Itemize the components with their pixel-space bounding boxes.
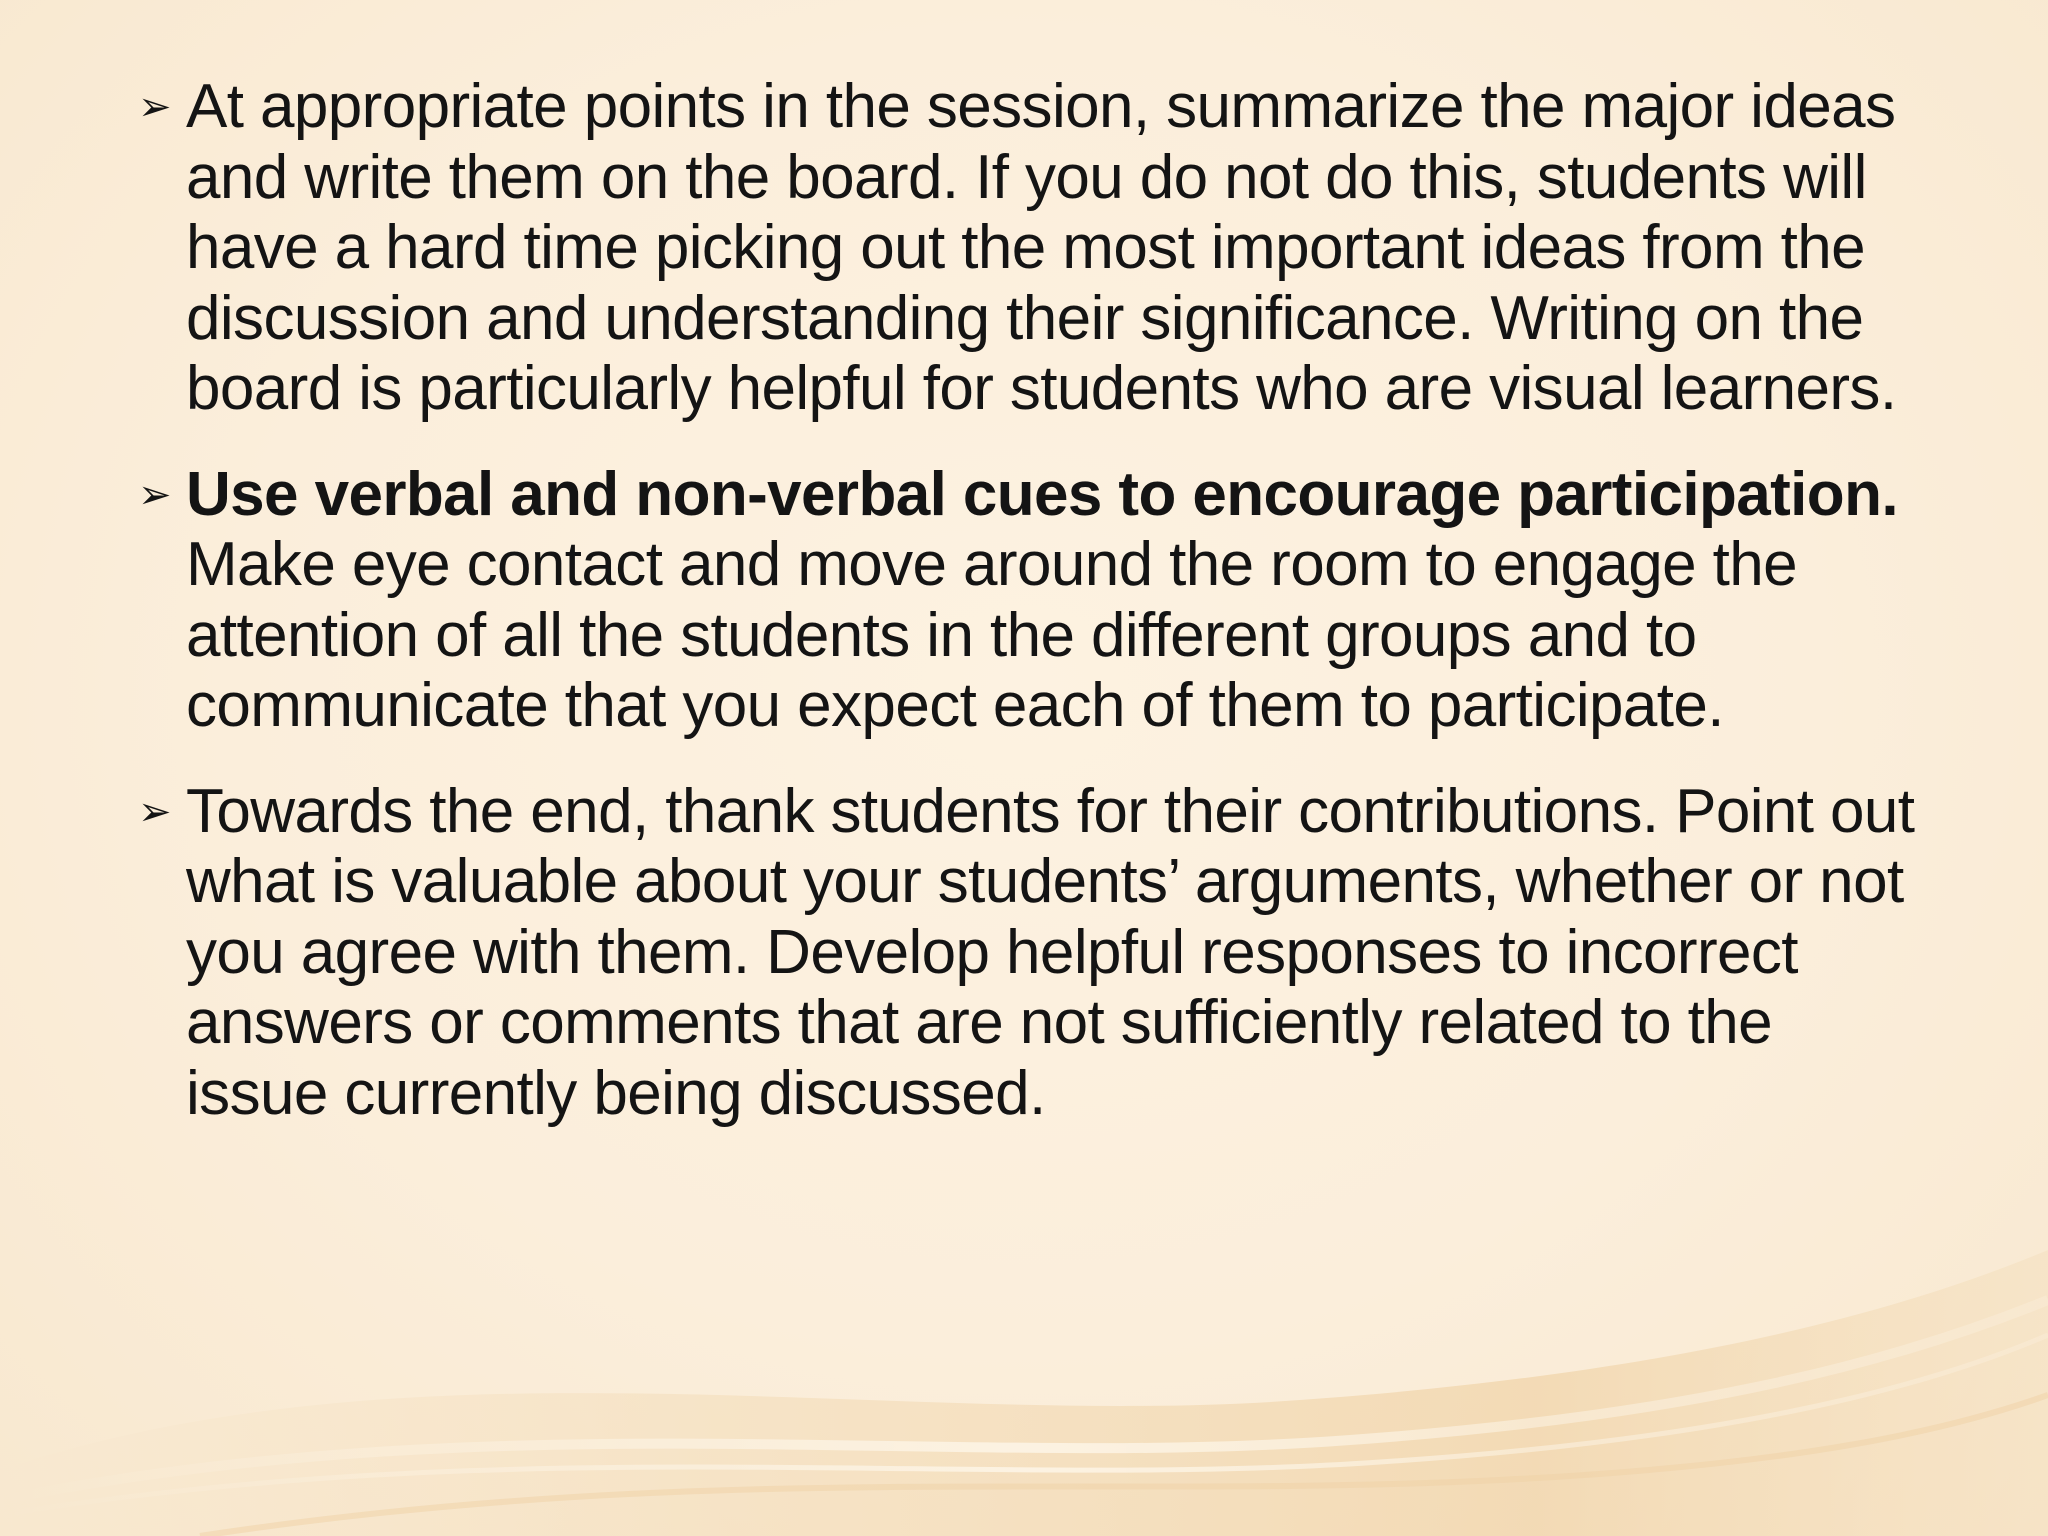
bullet-list bbox=[138, 72, 1918, 1164]
bullet-bold-lead: Use verbal and non-verbal cues to encourage participation. bbox=[186, 459, 1898, 529]
bullet-text: Towards the end, thank students for their contributions. Point out what is valuable about your students’ arguments, whether or not you agree with them. Develop helpful responses to incorrect answers or comments that are not sufficiently related to the issue currently being discussed. bbox=[186, 776, 1915, 1128]
arrow-bullet-icon: ➢ bbox=[138, 471, 171, 518]
arrow-bullet-icon: ➢ bbox=[138, 788, 171, 835]
bullet-text: Make eye contact and move around the room to engage the attention of all the students in the different groups and to communicate that you expect each of them to participate. bbox=[186, 530, 1798, 740]
arrow-bullet-icon: ➢ bbox=[138, 84, 171, 130]
bullet-text: At appropriate points in the session, summarize the major ideas and write them on the board. If you do not do this, students will have a hard time picking out the most important ideas from the discussion and understanding their significance. Writing on the board is particularly helpful for students who are visual learners. bbox=[186, 72, 1897, 423]
bullet-item-verbal-cues bbox=[138, 460, 1918, 742]
bullet-item-summarize bbox=[138, 72, 1918, 425]
bullet-item-thank-students bbox=[138, 777, 1918, 1130]
